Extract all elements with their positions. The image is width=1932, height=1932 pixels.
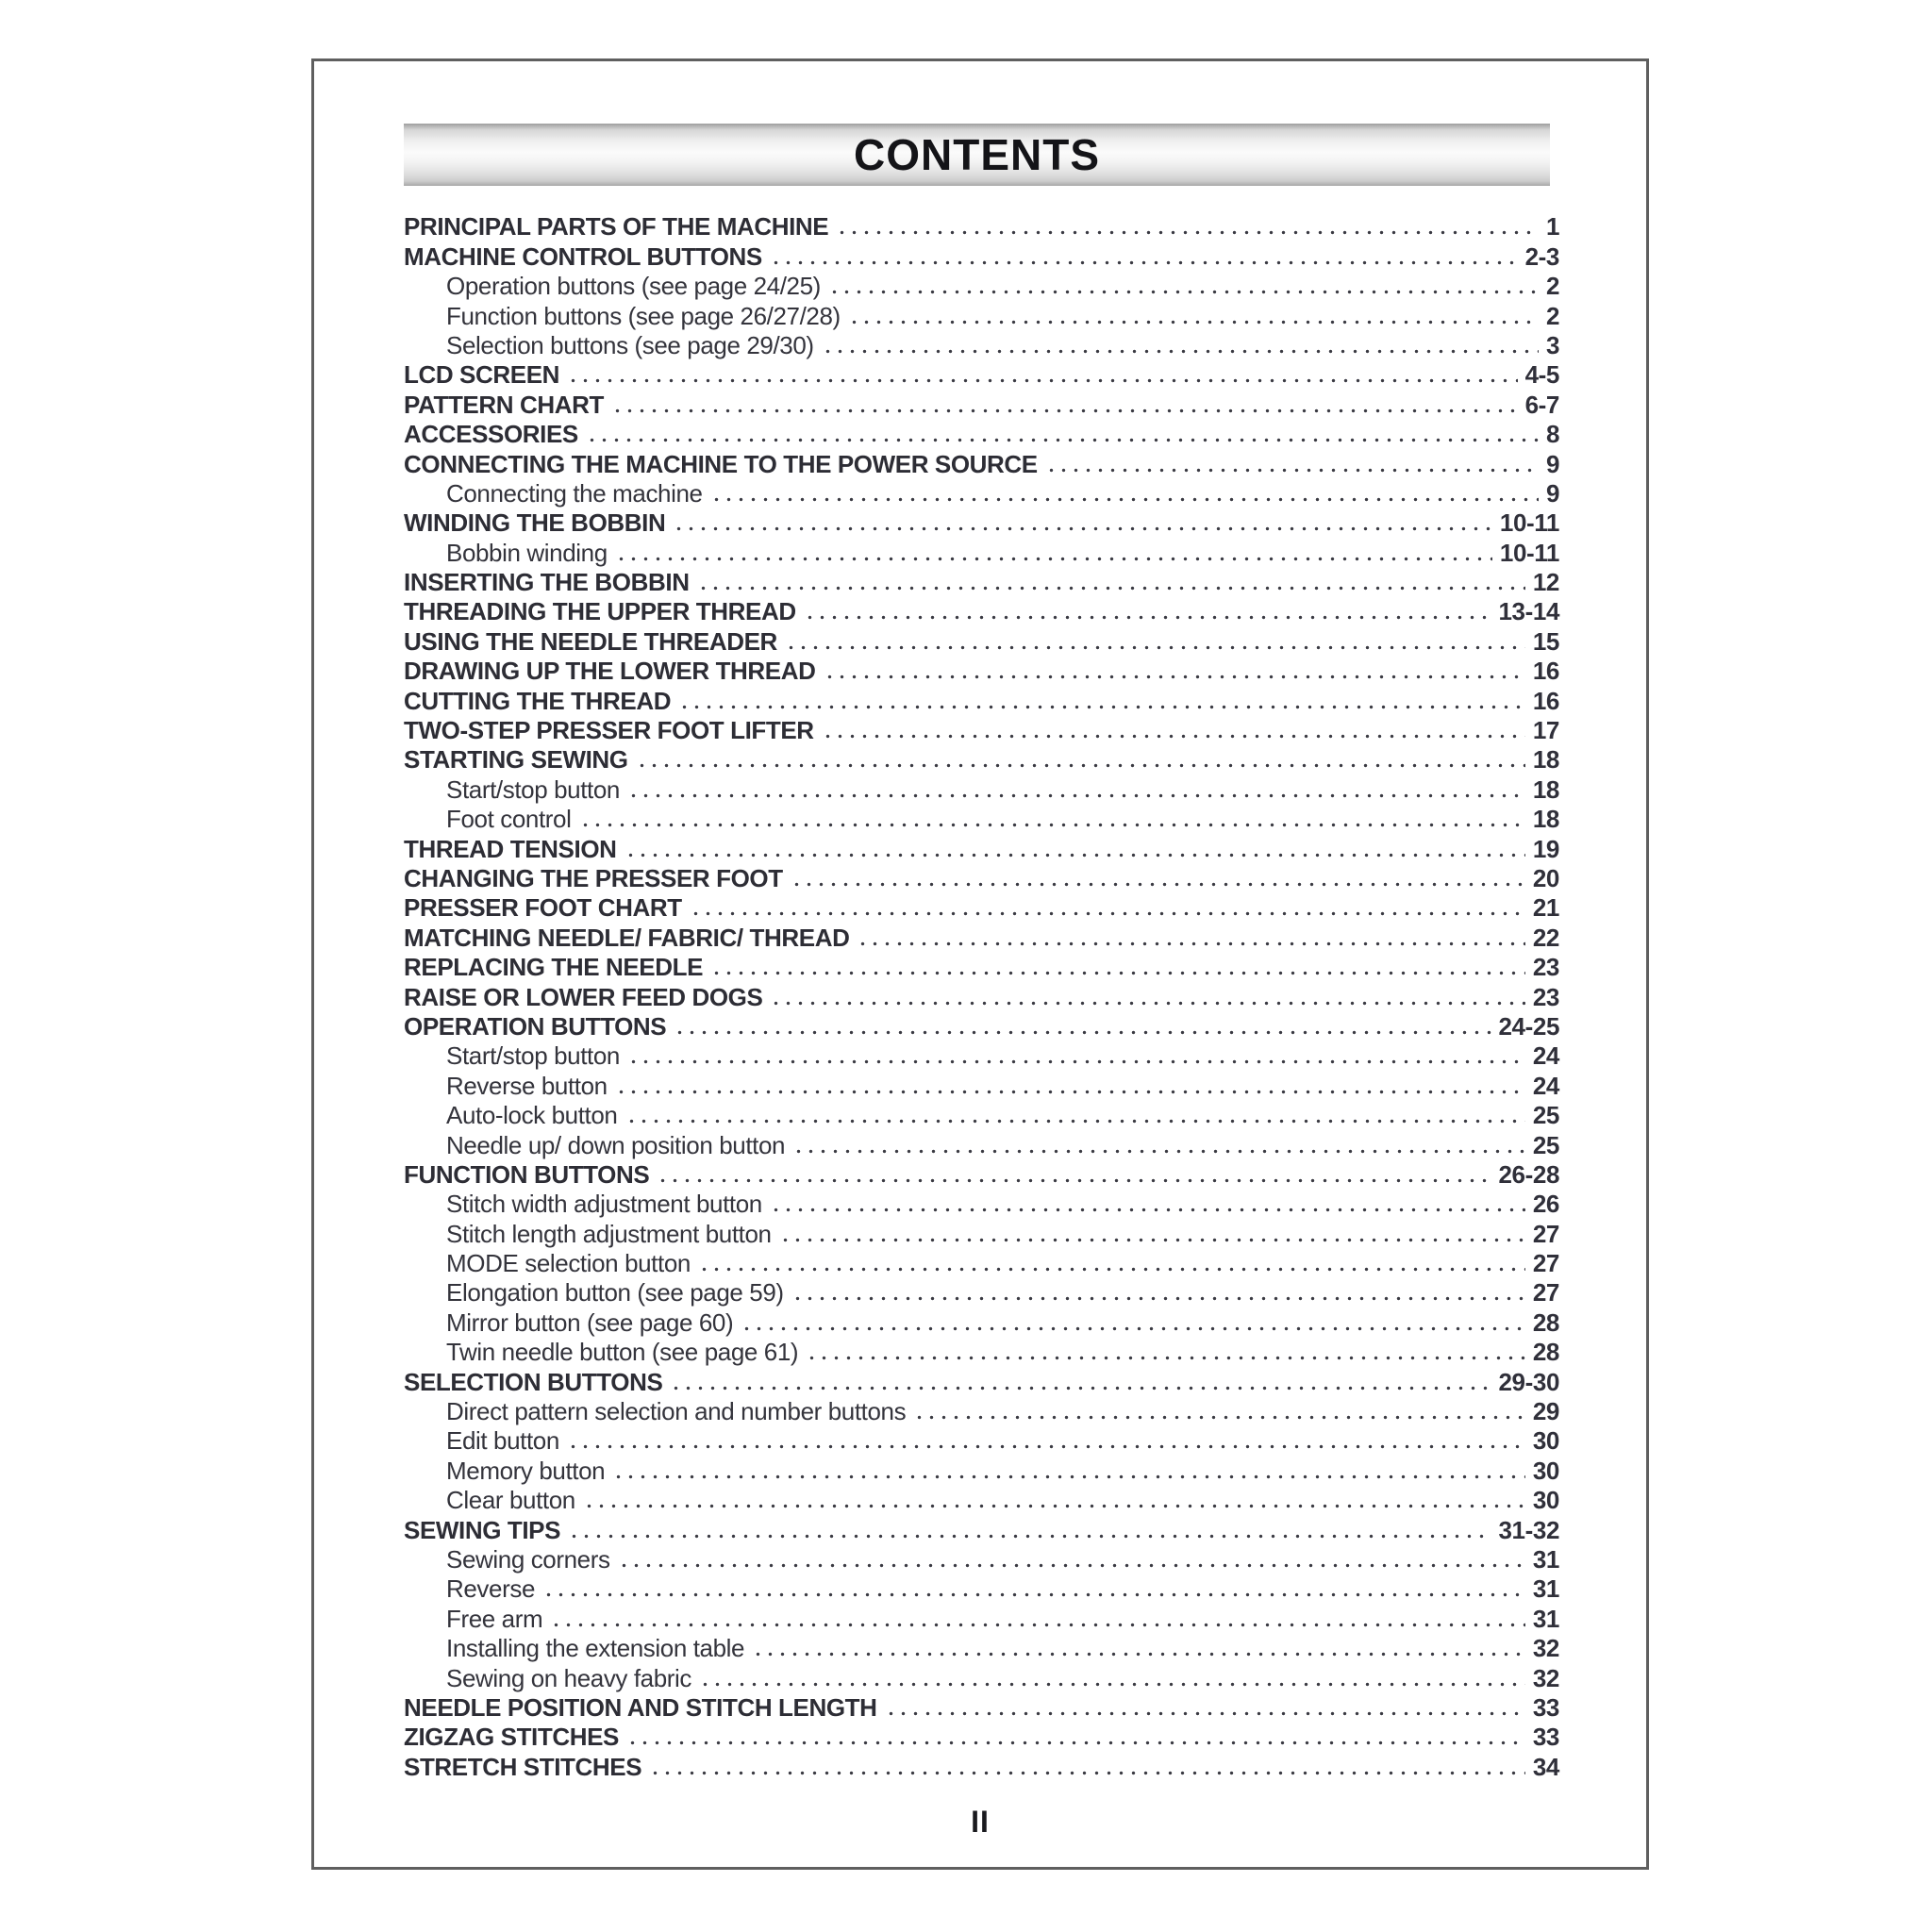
toc-entry-label: PRESSER FOOT CHART [404,893,682,923]
toc-entry-label: Foot control [446,805,572,834]
toc-entry [404,212,1559,242]
toc-entry-page: 1 [1545,212,1559,242]
toc-entry-page: 16 [1532,686,1559,715]
toc-entry [404,923,1559,952]
toc-entry-page: 6-7 [1524,390,1559,419]
toc-entry-label: SEWING TIPS [404,1515,561,1544]
toc-entry-label: USING THE NEEDLE THREADER [404,626,777,656]
toc-entry-label: MODE selection button [446,1249,691,1278]
toc-entry-page: 29-30 [1498,1367,1559,1396]
toc-entry-page: 17 [1532,716,1559,745]
toc-entry [404,1723,1559,1752]
toc-entry-label: WINDING THE BOBBIN [404,508,666,538]
toc-entry [404,626,1559,656]
toc-entry-label: INSERTING THE BOBBIN [404,568,690,597]
toc-entry-page: 27 [1532,1278,1559,1307]
toc-entry-label: MACHINE CONTROL BUTTONS [404,242,762,271]
toc-entry [404,1160,1559,1190]
contents-header-bar [404,124,1550,186]
toc-entry [404,1486,1559,1515]
toc-entry-page: 30 [1532,1426,1559,1456]
toc-entry-page: 29 [1532,1397,1559,1426]
toc-entry [404,774,1559,804]
toc-entry-page: 24 [1532,1071,1559,1100]
toc-entry-page: 22 [1532,923,1559,952]
toc-entry-page: 3 [1545,330,1559,359]
toc-entry [404,745,1559,774]
toc-entry-label: Connecting the machine [446,478,703,508]
toc-entry-page: 8 [1545,420,1559,449]
toc-entry-label: ZIGZAG STITCHES [404,1723,620,1752]
toc-entry-label: DRAWING UP THE LOWER THREAD [404,657,816,686]
toc-entry [404,686,1559,715]
toc-entry-label: Sewing corners [446,1544,610,1574]
toc-entry-page: 31-32 [1498,1515,1559,1544]
toc-entry-label: Bobbin winding [446,538,608,567]
toc-entry [404,1545,1559,1574]
toc-entry-page: 4-5 [1524,360,1559,390]
toc-entry-page: 13-14 [1498,597,1559,626]
toc-entry-label: Stitch width adjustment button [446,1190,762,1219]
toc-entry-label: ACCESSORIES [404,420,578,449]
toc-entry-page: 20 [1532,863,1559,892]
toc-entry [404,982,1559,1011]
toc-entry-page: 12 [1532,568,1559,597]
toc-entry-page: 31 [1532,1604,1559,1633]
toc-entry [404,538,1559,567]
toc-entry-page: 33 [1532,1692,1559,1722]
toc-entry [404,1663,1559,1692]
toc-entry-label: CHANGING THE PRESSER FOOT [404,863,783,892]
toc-entry-page: 16 [1532,657,1559,686]
toc-entry [404,420,1559,449]
toc-entry-label: THREADING THE UPPER THREAD [404,597,796,626]
toc-entry-page: 25 [1532,1130,1559,1159]
toc-entry-label: PATTERN CHART [404,390,604,419]
toc-entry-page: 10-11 [1499,538,1559,567]
toc-entry-page: 2 [1545,272,1559,301]
toc-entry-label: REPLACING THE NEEDLE [404,953,704,982]
toc-entry [404,864,1559,893]
toc-entry-label: PRINCIPAL PARTS OF THE MACHINE [404,212,829,242]
page-title: CONTENTS [854,130,1100,179]
toc-entry-label: Elongation button (see page 59) [446,1278,784,1307]
toc-entry-label: NEEDLE POSITION AND STITCH LENGTH [404,1692,877,1722]
toc-entry-label: Free arm [446,1604,543,1633]
toc-entry [404,568,1559,597]
toc-entry [404,1456,1559,1485]
toc-entry [404,1693,1559,1723]
toc-entry-page: 32 [1532,1663,1559,1692]
toc-entry [404,834,1559,863]
toc-entry [404,390,1559,419]
toc-entry-page: 31 [1532,1574,1559,1604]
toc-entry [404,893,1559,923]
toc-entry-label: CONNECTING THE MACHINE TO THE POWER SOURCE [404,449,1038,478]
toc-entry-label: Operation buttons (see page 24/25) [446,272,821,301]
toc-entry [404,1041,1559,1071]
toc-entry [404,597,1559,626]
toc-entry-page: 24-25 [1498,1011,1559,1041]
toc-entry-page: 2 [1545,301,1559,330]
toc-entry [404,1397,1559,1426]
toc-entry-page: 28 [1532,1338,1559,1367]
toc-entry [404,1190,1559,1219]
toc-entry-page: 18 [1532,745,1559,774]
toc-entry-label: TWO-STEP PRESSER FOOT LIFTER [404,716,814,745]
toc-entry-page: 28 [1532,1307,1559,1337]
toc-entry-page: 19 [1532,834,1559,863]
toc-entry [404,1426,1559,1456]
toc-entry-label: FUNCTION BUTTONS [404,1159,650,1189]
toc-entry [404,1219,1559,1248]
toc-entry-label: Mirror button (see page 60) [446,1307,734,1337]
toc-entry-label: Sewing on heavy fabric [446,1663,692,1692]
toc-entry-label: Memory button [446,1456,606,1485]
toc-entry-label: Clear button [446,1486,575,1515]
toc-entry-page: 21 [1532,893,1559,923]
toc-entry-label: CUTTING THE THREAD [404,686,672,715]
toc-entry-page: 10-11 [1499,508,1559,538]
toc-entry [404,1101,1559,1130]
toc-entry-label: STRETCH STITCHES [404,1752,642,1781]
toc-entry-page: 30 [1532,1486,1559,1515]
toc-entry-label: RAISE OR LOWER FEED DOGS [404,982,763,1011]
toc-entry [404,360,1559,390]
toc-entry-label: Twin needle button (see page 61) [446,1338,799,1367]
toc-entry-label: Selection buttons (see page 29/30) [446,330,814,359]
toc-entry [404,272,1559,301]
toc-entry-page: 33 [1532,1723,1559,1752]
toc-entry-page: 23 [1532,982,1559,1011]
toc-entry-page: 9 [1545,449,1559,478]
toc-entry-label: Direct pattern selection and number buttons [446,1397,907,1426]
toc-entry-label: STARTING SEWING [404,745,628,774]
toc-entry-label: Function buttons (see page 26/27/28) [446,301,841,330]
toc-entry [404,1130,1559,1159]
toc-entry-label: MATCHING NEEDLE/ FABRIC/ THREAD [404,923,850,952]
toc-entry [404,508,1559,538]
toc-entry-page: 26 [1532,1190,1559,1219]
table-of-contents [404,212,1559,1782]
toc-entry [404,331,1559,360]
toc-entry [404,657,1559,686]
toc-entry-label: Installing the extension table [446,1634,745,1663]
toc-entry [404,1071,1559,1100]
toc-entry-page: 15 [1532,626,1559,656]
toc-entry-page: 2-3 [1524,242,1559,271]
toc-entry-page: 9 [1545,478,1559,508]
toc-entry-label: Reverse [446,1574,536,1604]
toc-entry-page: 26-28 [1498,1159,1559,1189]
toc-entry-label: OPERATION BUTTONS [404,1011,667,1041]
toc-entry [404,805,1559,834]
toc-entry-page: 18 [1532,805,1559,834]
toc-entry-page: 23 [1532,953,1559,982]
toc-entry-page: 27 [1532,1249,1559,1278]
toc-entry-label: Start/stop button [446,1041,620,1071]
toc-entry-label: Needle up/ down position button [446,1130,786,1159]
toc-entry-label: Stitch length adjustment button [446,1219,772,1248]
page-number-footer: II [971,1804,990,1839]
toc-entry-label: THREAD TENSION [404,834,617,863]
toc-entry [404,1752,1559,1781]
toc-entry-label: Auto-lock button [446,1101,618,1130]
toc-entry [404,1338,1559,1367]
toc-entry-page: 25 [1532,1101,1559,1130]
toc-entry [404,242,1559,271]
toc-entry-page: 27 [1532,1219,1559,1248]
toc-entry [404,1604,1559,1633]
toc-entry [404,301,1559,330]
toc-entry-page: 24 [1532,1041,1559,1071]
toc-entry-page: 32 [1532,1634,1559,1663]
toc-entry [404,1249,1559,1278]
toc-entry-page: 18 [1532,774,1559,804]
toc-entry [404,1574,1559,1604]
toc-entry-page: 31 [1532,1544,1559,1574]
toc-entry-label: Reverse button [446,1071,608,1100]
toc-entry [404,1367,1559,1396]
toc-entry-label: SELECTION BUTTONS [404,1367,663,1396]
toc-entry [404,449,1559,478]
toc-entry-label: LCD SCREEN [404,360,560,390]
toc-entry [404,1307,1559,1337]
page-border-frame [311,58,1649,1870]
toc-entry [404,716,1559,745]
toc-entry [404,1278,1559,1307]
toc-entry [404,1515,1559,1544]
toc-entry-page: 34 [1532,1752,1559,1781]
toc-entry-page: 30 [1532,1456,1559,1485]
toc-entry-label: Edit button [446,1426,559,1456]
toc-entry [404,1012,1559,1041]
toc-entry-label: Start/stop button [446,774,620,804]
toc-entry [404,953,1559,982]
toc-entry [404,1634,1559,1663]
toc-entry [404,479,1559,508]
